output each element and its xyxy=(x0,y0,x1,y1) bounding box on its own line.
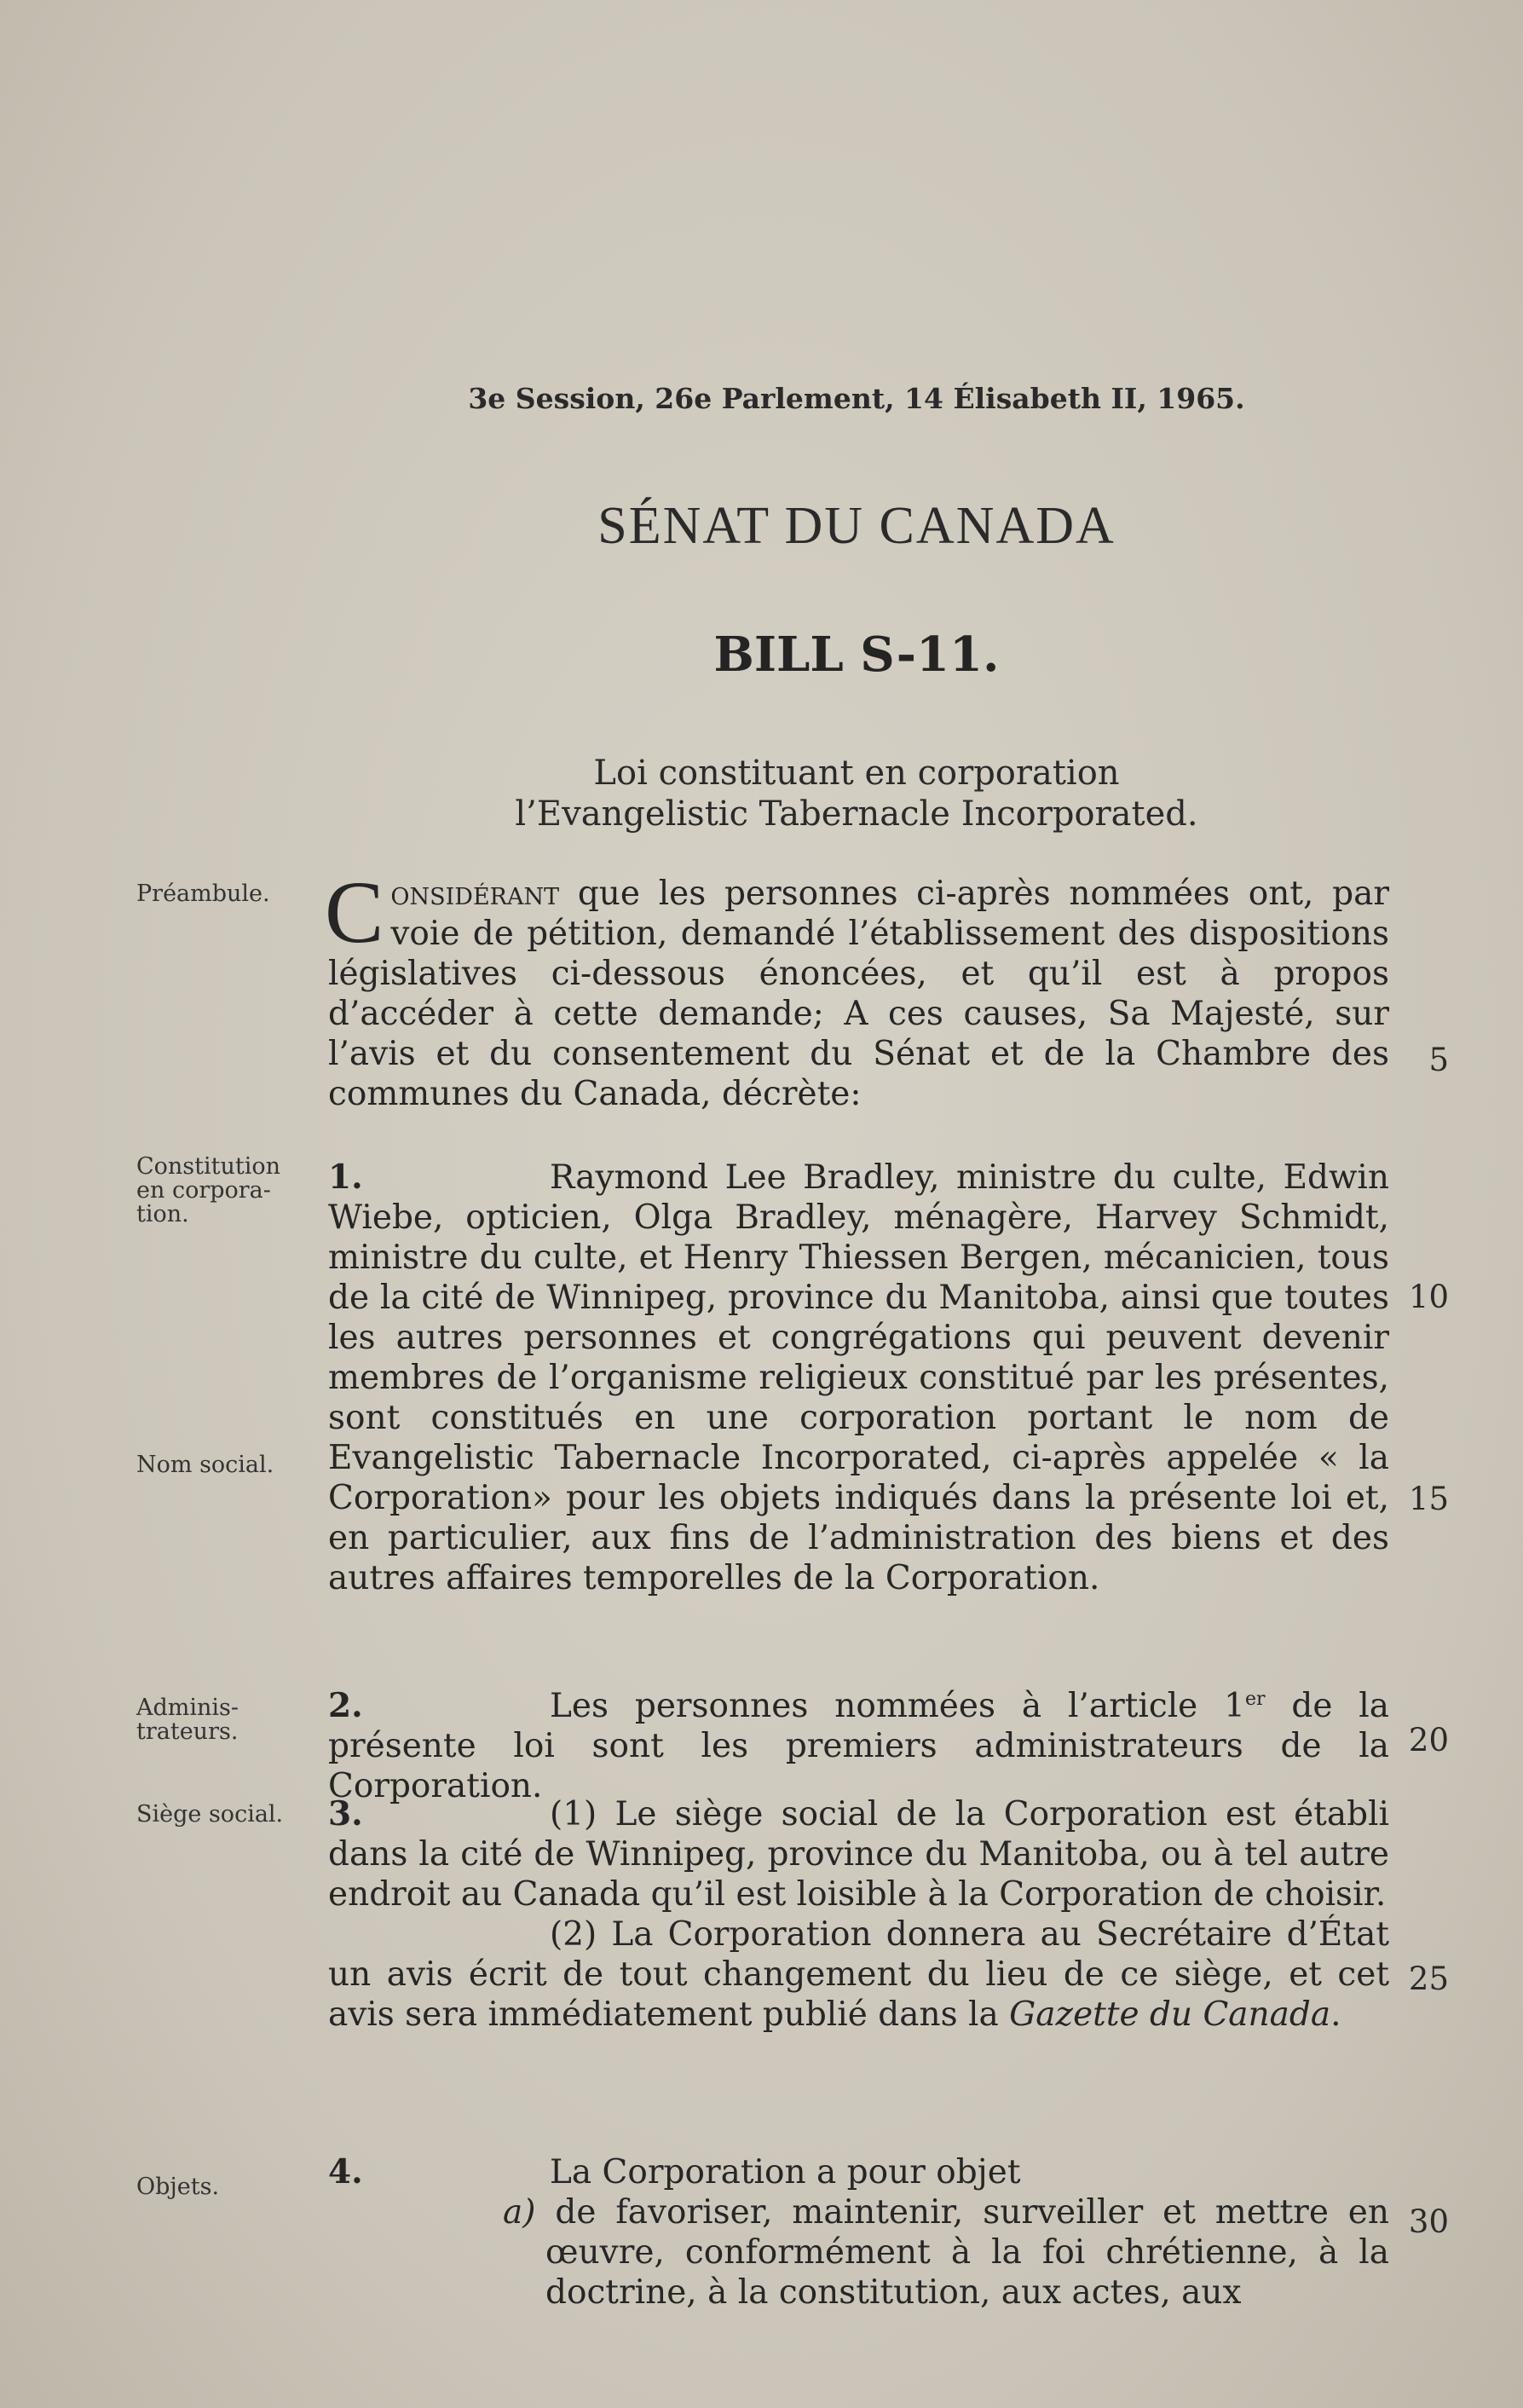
line-number: 20 xyxy=(1408,1722,1449,1758)
subtitle-line-2: l’Evangelistic Tabernacle Incorporated. xyxy=(515,794,1198,834)
margin-note-objets: Objets. xyxy=(136,2174,220,2200)
section-3-sub2-end: . xyxy=(1330,1995,1341,2034)
subtitle-line-1: Loi constituant en corporation xyxy=(593,754,1120,793)
section-number: 2. xyxy=(328,1686,363,1725)
margin-note-preamble: Préambule. xyxy=(136,881,270,907)
section-2-sup: er xyxy=(1244,1689,1266,1710)
section-1 xyxy=(328,1158,1389,1598)
margin-note-nom-social: Nom social. xyxy=(136,1452,274,1478)
margin-note-administrateurs: Adminis-trateurs. xyxy=(136,1695,239,1745)
line-number: 30 xyxy=(1408,2203,1449,2240)
session-header: 3e Session, 26e Parlement, 14 Élisabeth II, 1965. xyxy=(468,382,1245,415)
section-4 xyxy=(328,2152,1389,2313)
section-4-item-a: de favoriser, maintenir, surveiller et mettre en œuvre, conformément à la foi chrétienne, à la doctrine, à la constitution, aux actes, aux xyxy=(545,2193,1389,2312)
line-number: 15 xyxy=(1408,1481,1449,1517)
section-2 xyxy=(328,1679,1389,1806)
section-4-intro: La Corporation a pour objet xyxy=(550,2153,1021,2191)
section-3-sub2: (2) La Corporation donnera au Secrétaire d’État un avis écrit de tout changement du lieu de ce siège, et cet avis sera immédiatement publié dans la xyxy=(328,1915,1389,2034)
gazette-title: Gazette du Canada xyxy=(1009,1995,1331,2034)
margin-note-siege-social: Siège social. xyxy=(136,1801,284,1828)
preamble-text xyxy=(325,863,1389,1114)
line-number: 10 xyxy=(1408,1279,1449,1315)
item-label: a) xyxy=(503,2193,536,2232)
line-number: 25 xyxy=(1408,1960,1449,1997)
section-3 xyxy=(328,1794,1389,2035)
preamble-dropcap: C xyxy=(325,863,384,961)
line-number: 5 xyxy=(1428,1042,1449,1078)
senate-title: SÉNAT DU CANADA xyxy=(597,497,1116,555)
section-number: 1. xyxy=(328,1158,363,1197)
preamble-smallcaps: onsidérant xyxy=(390,875,560,913)
bill-title: BILL S-11. xyxy=(713,627,1000,683)
section-2-text-a: Les personnes nommées à l’article 1 xyxy=(550,1687,1245,1725)
section-number: 3. xyxy=(328,1794,363,1833)
section-2-text-b: de la présente loi sont les premiers administrateurs de la Corporation. xyxy=(328,1687,1389,1805)
margin-note-constitution: Constitution en corpora-tion. xyxy=(136,1153,281,1227)
bill-subtitle xyxy=(0,753,1523,834)
section-number: 4. xyxy=(328,2152,363,2191)
section-1-text: Raymond Lee Bradley, ministre du culte, Edwin Wiebe, opticien, Olga Bradley, ménagère, Harvey Schmidt, ministre du culte, et Henry Thiessen Bergen, mécanicien, tous de la cité de Winnipeg, province du Manitoba, ainsi que toutes les autres personnes et congrégations qui peuvent devenir membres de l’organisme religieux constitué par les présentes, sont constitués en une corporation portant le nom de Evangelistic Tabernacle Incorporated, ci-après appelée « la Corporation» pour les objets indiqués dans la présente loi et, en particulier, aux fins de l’administration des biens et des autres affaires temporelles de la Corporation. xyxy=(328,1158,1389,1597)
preamble-body: que les personnes ci-après nommées ont, par voie de pétition, demandé l’établissement des dispositions législatives ci-dessous énoncées, et qu’il est à propos d’accéder à cette demande; A ces causes, Sa Majesté, sur l’avis et du consentement du Sénat et de la Chambre des communes du Canada, décrète: xyxy=(328,875,1389,1113)
section-3-sub1: (1) Le siège social de la Corporation est établi dans la cité de Winnipeg, province du Manitoba, ou à tel autre endroit au Canada qu’il est loisible à la Corporation de choisir. xyxy=(328,1795,1389,1914)
